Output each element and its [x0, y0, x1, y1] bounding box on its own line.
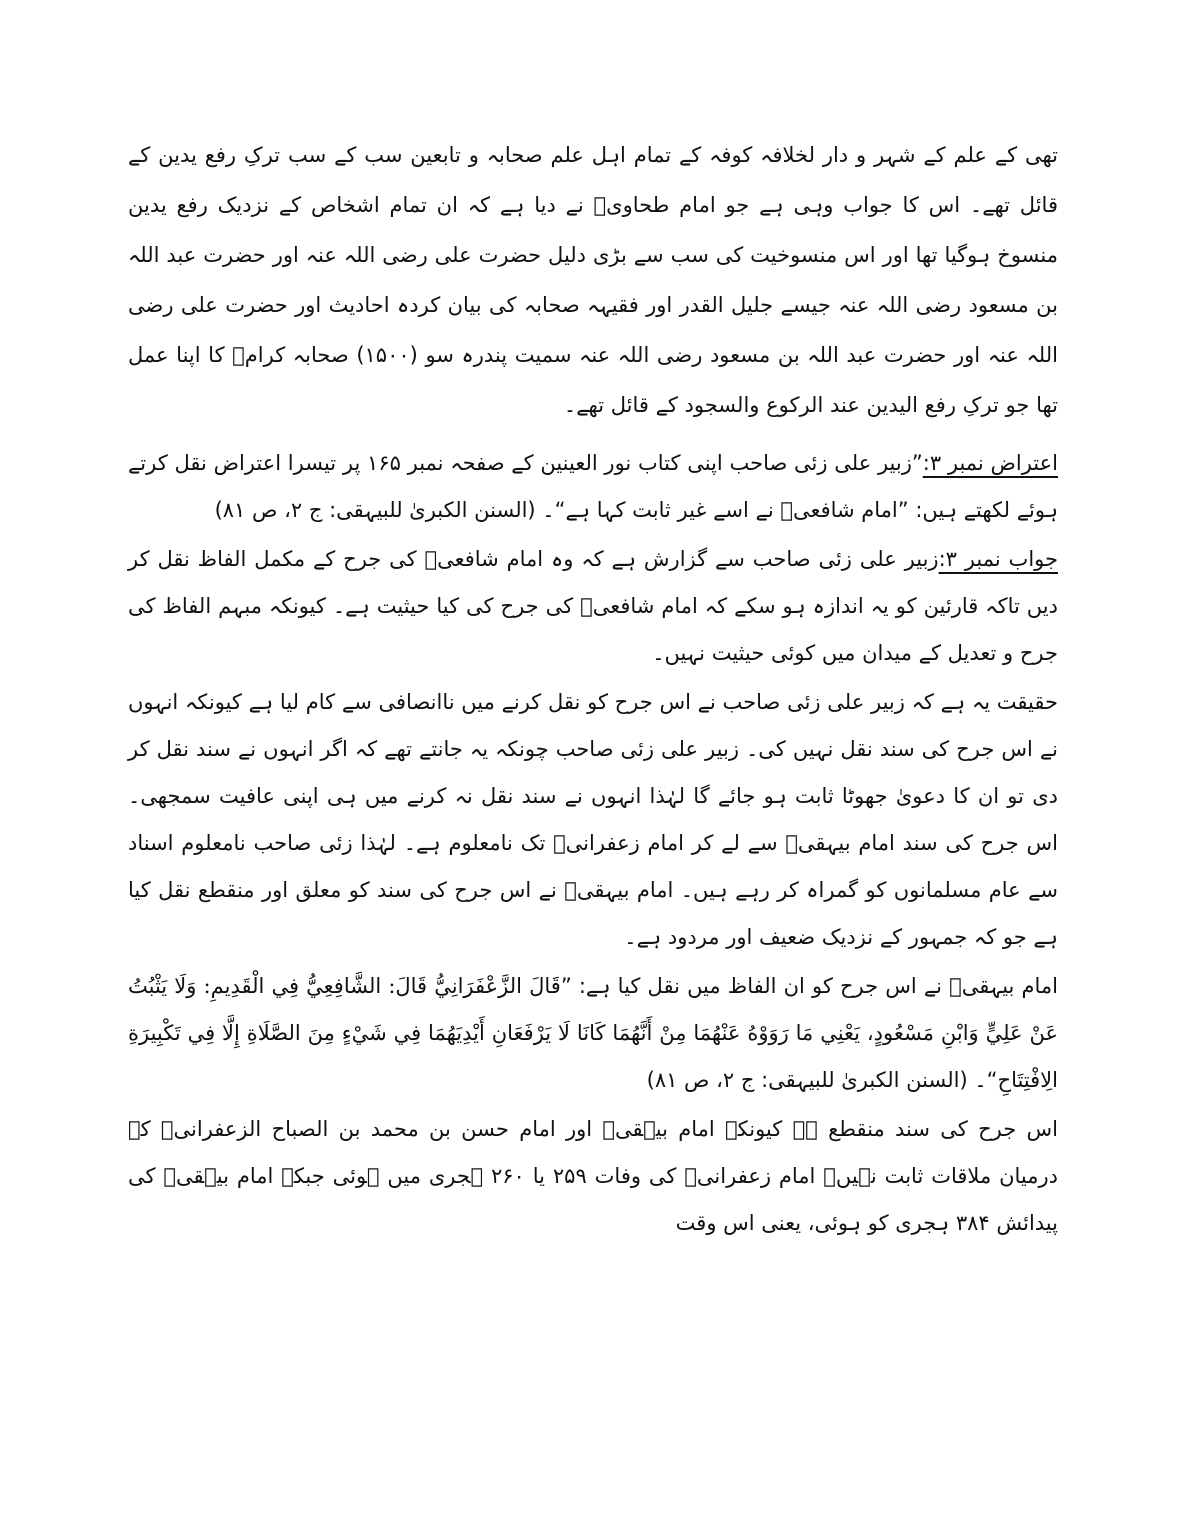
objection-label: اعتراض نمبر ۳:: [922, 451, 1059, 475]
quote-arabic: قَالَ الزَّعْفَرَانِيُّ قَالَ: الشَّافِعِيُّ فِي الْقَدِيمِ: وَلَا يَثْبُتُ عَنْ عَلِيٍّ وَابْنِ مَسْعُودٍ، يَعْنِي مَا رَوَوْهُ عَنْهُمَا مِنْ أَنَّهُمَا كَانَا لَا يَرْفَعَانِ أَيْدِيَهُمَا فِي شَيْءٍ مِنَ الصَّلَاةِ إِلَّا فِي تَكْبِيرَةِ الِافْتِتَاحِ: [128, 974, 1058, 1092]
paragraph-last: اس جرح کی سند منقطع ہے کیونکہ امام بیہقیؒ اور امام حسن بن محمد بن الصباح الزعفرانیؒ کے درمیان ملاقات ثابت نہیں۔ امام زعفرانیؒ کی وفات ۲۵۹ یا ۲۶۰ ہجری میں ہوئی جبکہ امام بیہقیؒ کی پیدائش ۳۸۴ ہجری کو ہوئی، یعنی اس وقت: [128, 1117, 1059, 1235]
paragraph-intro: تھی کے علم کے شہر و دار لخلافہ کوفہ کے تمام اہل علم صحابہ و تابعین سب کے سب ترکِ رفع یدین کے قائل تھے۔ اس کا جواب وہی ہے جو امام طحاویؒ نے دیا ہے کہ ان تمام اشخاص کے نزدیک رفع یدین منسوخ ہوگیا تھا اور اس منسوخیت کی سب سے بڑی دلیل حضرت علی رضی اللہ عنہ اور حضرت عبد اللہ بن مسعود رضی اللہ عنہ جیسے جلیل القدر اور فقیہہ صحابہ کی بیان کردہ احادیث اور حضرت علی رضی اللہ عنہ اور حضرت عبد اللہ بن مسعود رضی اللہ عنہ سمیت پندرہ سو (۱۵۰۰) صحابہ کرامؓ کا اپنا عمل تھا جو ترکِ رفع الیدین عند الرکوع والسجود کے قائل تھے۔: [128, 143, 1058, 417]
objection-paragraph: [128, 440, 1058, 534]
quote-intro: امام بیہقیؒ نے اس جرح کو ان الفاظ میں نقل کیا ہے: ”: [560, 974, 1059, 998]
quote-paragraph: [128, 963, 1058, 1104]
objection-text: ”زبیر علی زئی صاحب اپنی کتاب نور العینین کے صفحہ نمبر ۱۶۵ پر تیسرا اعتراض نقل کرتے ہوئے لکھتے ہیں: ”امام شافعیؒ نے اسے غیر ثابت کہا ہے“۔ (السنن الکبریٰ للبیہقی: ج ۲، ص ۸۱): [128, 451, 1058, 522]
quote-citation: “۔ (السنن الکبریٰ للبیہقی: ج ۲، ص ۸۱): [646, 1068, 998, 1092]
answer-text: زبیر علی زئی صاحب سے گزارش ہے کہ وہ امام شافعیؒ کی جرح کے مکمل الفاظ نقل کر دیں تاکہ قارئین کو یہ اندازہ ہو سکے کہ امام شافعیؒ کی جرح کی کیا حیثیت ہے۔ کیونکہ مبہم الفاظ کی جرح و تعدیل کے میدان میں کوئی حیثیت نہیں۔: [128, 547, 1058, 665]
answer-paragraph: [128, 536, 1058, 677]
paragraph-fact: حقیقت یہ ہے کہ زبیر علی زئی صاحب نے اس جرح کو نقل کرنے میں ناانصافی سے کام لیا ہے کیونکہ انہوں نے اس جرح کی سند نقل نہیں کی۔ زبیر علی زئی صاحب چونکہ یہ جانتے تھے کہ اگر انہوں نے سند نقل کر دی تو ان کا دعویٰ جھوٹا ثابت ہو جائے گا لہٰذا انہوں نے سند نقل نہ کرنے میں ہی اپنی عافیت سمجھی۔ اس جرح کی سند امام بیہقیؒ سے لے کر امام زعفرانیؒ تک نامعلوم ہے۔ لہٰذا زئی صاحب نامعلوم اسناد سے عام مسلمانوں کو گمراہ کر رہے ہیں۔ امام بیہقیؒ نے اس جرح کی سند کو معلق اور منقطع نقل کیا ہے جو کہ جمہور کے نزدیک ضعیف اور مردود ہے۔: [128, 690, 1058, 949]
document-page: [128, 130, 1058, 1247]
answer-label: جواب نمبر ۳:: [938, 547, 1058, 571]
